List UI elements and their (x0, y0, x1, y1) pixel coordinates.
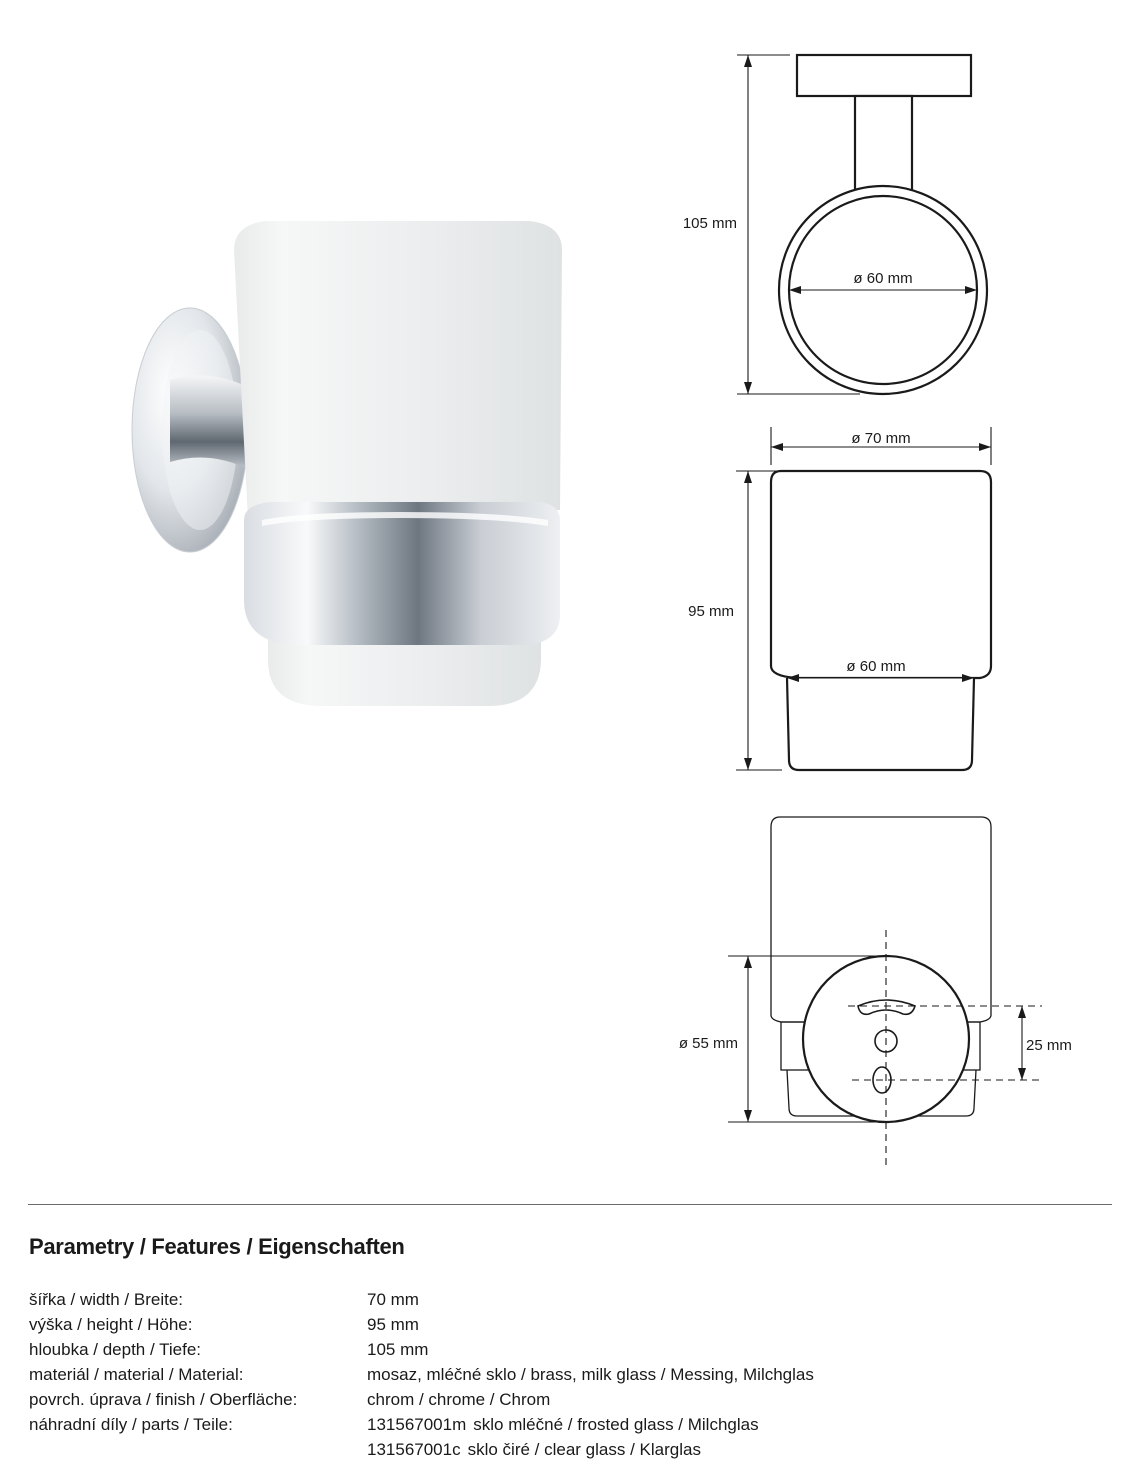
spec-label: povrch. úprava / finish / Oberfläche: (29, 1390, 298, 1409)
part-description: sklo mléčné / frosted glass / Milchglas (473, 1415, 759, 1434)
spec-row-parts-2 (29, 1437, 814, 1462)
features-table (29, 1287, 814, 1462)
spec-value: 105 mm (367, 1340, 429, 1359)
spec-row-parts (29, 1412, 814, 1437)
spec-label: materiál / material / Material: (29, 1365, 244, 1384)
section-divider (28, 1204, 1112, 1205)
spec-row-width (29, 1287, 814, 1312)
front-height-label: 95 mm (688, 603, 734, 620)
spec-label: šířka / width / Breite: (29, 1290, 183, 1309)
front-view-drawing (736, 427, 991, 770)
holder-arm (170, 376, 250, 471)
spec-row-height (29, 1312, 814, 1337)
spec-value: 70 mm (367, 1290, 419, 1309)
product-photo (132, 221, 562, 706)
spec-row-depth (29, 1337, 814, 1362)
part-description: sklo čiré / clear glass / Klarglas (467, 1440, 701, 1459)
spec-value: mosaz, mléčné sklo / brass, milk glass / Messing, Milchglas (367, 1365, 814, 1384)
frosted-glass-tumbler (234, 221, 562, 520)
spec-value-wrapper (367, 1412, 759, 1437)
side-view-drawing (737, 55, 987, 394)
spec-label (29, 1437, 367, 1462)
spec-value-wrapper (367, 1437, 701, 1462)
back-hole-spacing-label: 25 mm (1026, 1037, 1072, 1054)
side-height-label: 105 mm (682, 215, 737, 232)
side-ring-diameter-label: ø 60 mm (853, 270, 913, 287)
spec-label: náhradní díly / parts / Teile: (29, 1415, 233, 1434)
spec-row-finish (29, 1387, 814, 1412)
features-title: Parametry / Features / Eigenschaften (29, 1234, 405, 1259)
front-inner-diameter-label: ø 60 mm (846, 658, 906, 675)
back-plate-diameter-label: ø 55 mm (678, 1035, 738, 1052)
back-view-drawing (728, 817, 1042, 1165)
part-code: 131567001c (367, 1440, 461, 1459)
spec-row-material (29, 1362, 814, 1387)
spec-label: výška / height / Höhe: (29, 1315, 193, 1334)
part-code: 131567001m (367, 1415, 467, 1434)
chrome-ring (244, 502, 560, 645)
spec-value: chrom / chrome / Chrom (367, 1390, 551, 1409)
spec-label: hloubka / depth / Tiefe: (29, 1340, 202, 1359)
spec-value: 95 mm (367, 1315, 419, 1334)
front-width-label: ø 70 mm (851, 430, 911, 447)
